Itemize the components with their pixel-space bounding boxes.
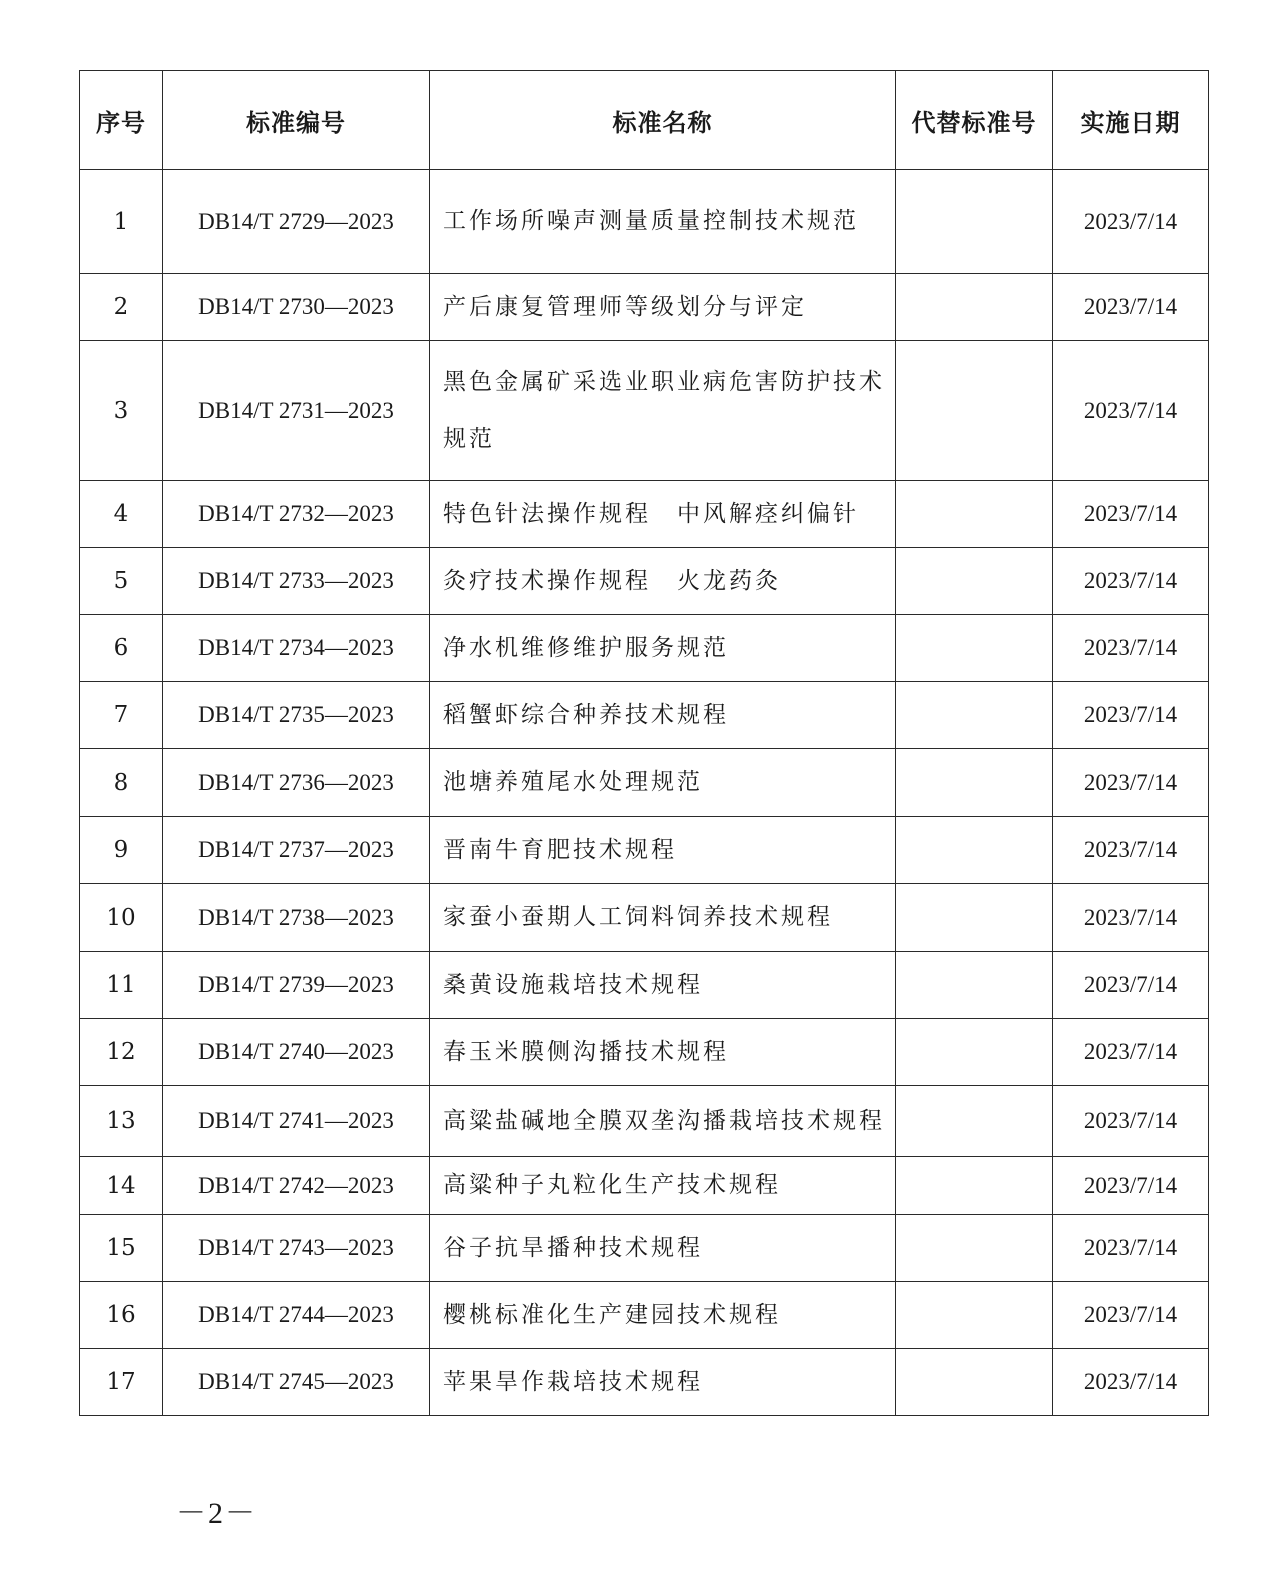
cell-seq: 14 [80, 1157, 163, 1215]
header-code: 标准编号 [163, 71, 430, 170]
cell-replaced-standard [896, 1349, 1053, 1416]
cell-seq: 16 [80, 1282, 163, 1349]
cell-replaced-standard [896, 341, 1053, 481]
cell-implementation-date: 2023/7/14 [1053, 615, 1209, 682]
cell-standard-name: 稻蟹虾综合种养技术规程 [430, 682, 896, 749]
cell-standard-code: DB14/T 2732—2023 [163, 481, 430, 548]
table-row [80, 1157, 1209, 1215]
cell-replaced-standard [896, 548, 1053, 615]
cell-standard-code: DB14/T 2740—2023 [163, 1019, 430, 1086]
cell-standard-name: 高粱盐碱地全膜双垄沟播栽培技术规程 [430, 1086, 896, 1157]
cell-standard-name: 特色针法操作规程 中风解痉纠偏针 [430, 481, 896, 548]
cell-standard-name: 高粱种子丸粒化生产技术规程 [430, 1157, 896, 1215]
cell-replaced-standard [896, 170, 1053, 274]
header-date: 实施日期 [1053, 71, 1209, 170]
cell-seq: 9 [80, 817, 163, 884]
cell-implementation-date: 2023/7/14 [1053, 481, 1209, 548]
cell-implementation-date: 2023/7/14 [1053, 341, 1209, 481]
cell-replaced-standard [896, 682, 1053, 749]
cell-replaced-standard [896, 817, 1053, 884]
table-row [80, 1019, 1209, 1086]
cell-replaced-standard [896, 1157, 1053, 1215]
table-row [80, 1215, 1209, 1282]
cell-standard-name: 樱桃标准化生产建园技术规程 [430, 1282, 896, 1349]
cell-implementation-date: 2023/7/14 [1053, 1019, 1209, 1086]
cell-standard-code: DB14/T 2729—2023 [163, 170, 430, 274]
cell-seq: 11 [80, 952, 163, 1019]
cell-standard-code: DB14/T 2734—2023 [163, 615, 430, 682]
cell-standard-name: 黑色金属矿采选业职业病危害防护技术规范 [430, 341, 896, 481]
cell-seq: 3 [80, 341, 163, 481]
cell-implementation-date: 2023/7/14 [1053, 1157, 1209, 1215]
cell-implementation-date: 2023/7/14 [1053, 749, 1209, 817]
cell-standard-code: DB14/T 2739—2023 [163, 952, 430, 1019]
table-row [80, 341, 1209, 481]
cell-standard-code: DB14/T 2741—2023 [163, 1086, 430, 1157]
cell-seq: 17 [80, 1349, 163, 1416]
table-header-row [80, 71, 1209, 170]
cell-seq: 4 [80, 481, 163, 548]
cell-standard-code: DB14/T 2738—2023 [163, 884, 430, 952]
table-row [80, 481, 1209, 548]
cell-seq: 1 [80, 170, 163, 274]
table-row [80, 749, 1209, 817]
cell-seq: 6 [80, 615, 163, 682]
table-row [80, 1086, 1209, 1157]
cell-seq: 13 [80, 1086, 163, 1157]
cell-seq: 12 [80, 1019, 163, 1086]
cell-implementation-date: 2023/7/14 [1053, 1282, 1209, 1349]
cell-seq: 10 [80, 884, 163, 952]
cell-implementation-date: 2023/7/14 [1053, 817, 1209, 884]
cell-implementation-date: 2023/7/14 [1053, 170, 1209, 274]
cell-standard-code: DB14/T 2730—2023 [163, 274, 430, 341]
cell-seq: 2 [80, 274, 163, 341]
cell-replaced-standard [896, 952, 1053, 1019]
cell-replaced-standard [896, 481, 1053, 548]
page-number: －2－ [176, 1497, 257, 1530]
table-row [80, 884, 1209, 952]
cell-seq: 15 [80, 1215, 163, 1282]
cell-replaced-standard [896, 615, 1053, 682]
cell-replaced-standard [896, 1215, 1053, 1282]
table-row [80, 682, 1209, 749]
cell-implementation-date: 2023/7/14 [1053, 274, 1209, 341]
header-name: 标准名称 [430, 71, 896, 170]
table-row [80, 615, 1209, 682]
cell-replaced-standard [896, 1019, 1053, 1086]
cell-implementation-date: 2023/7/14 [1053, 1086, 1209, 1157]
cell-standard-name: 桑黄设施栽培技术规程 [430, 952, 896, 1019]
cell-implementation-date: 2023/7/14 [1053, 884, 1209, 952]
table-body [80, 170, 1209, 1416]
cell-standard-name: 苹果旱作栽培技术规程 [430, 1349, 896, 1416]
cell-standard-name: 工作场所噪声测量质量控制技术规范 [430, 170, 896, 274]
table-row [80, 170, 1209, 274]
table-row [80, 1349, 1209, 1416]
cell-replaced-standard [896, 274, 1053, 341]
cell-standard-code: DB14/T 2735—2023 [163, 682, 430, 749]
cell-standard-name: 晋南牛育肥技术规程 [430, 817, 896, 884]
header-replaced: 代替标准号 [896, 71, 1053, 170]
cell-standard-code: DB14/T 2737—2023 [163, 817, 430, 884]
cell-seq: 5 [80, 548, 163, 615]
cell-standard-code: DB14/T 2731—2023 [163, 341, 430, 481]
cell-implementation-date: 2023/7/14 [1053, 682, 1209, 749]
table-row [80, 952, 1209, 1019]
cell-replaced-standard [896, 884, 1053, 952]
table-row [80, 274, 1209, 341]
cell-standard-code: DB14/T 2743—2023 [163, 1215, 430, 1282]
cell-standard-name: 春玉米膜侧沟播技术规程 [430, 1019, 896, 1086]
cell-replaced-standard [896, 749, 1053, 817]
cell-implementation-date: 2023/7/14 [1053, 1215, 1209, 1282]
table-row [80, 817, 1209, 884]
cell-implementation-date: 2023/7/14 [1053, 952, 1209, 1019]
cell-standard-code: DB14/T 2736—2023 [163, 749, 430, 817]
cell-implementation-date: 2023/7/14 [1053, 1349, 1209, 1416]
cell-standard-code: DB14/T 2733—2023 [163, 548, 430, 615]
cell-implementation-date: 2023/7/14 [1053, 548, 1209, 615]
table-row [80, 548, 1209, 615]
cell-seq: 7 [80, 682, 163, 749]
header-seq: 序号 [80, 71, 163, 170]
cell-standard-code: DB14/T 2745—2023 [163, 1349, 430, 1416]
cell-standard-name: 谷子抗旱播种技术规程 [430, 1215, 896, 1282]
cell-standard-name: 净水机维修维护服务规范 [430, 615, 896, 682]
cell-standard-name: 产后康复管理师等级划分与评定 [430, 274, 896, 341]
standards-table [79, 70, 1209, 1416]
cell-standard-name: 灸疗技术操作规程 火龙药灸 [430, 548, 896, 615]
cell-seq: 8 [80, 749, 163, 817]
cell-standard-code: DB14/T 2744—2023 [163, 1282, 430, 1349]
table-row [80, 1282, 1209, 1349]
cell-replaced-standard [896, 1282, 1053, 1349]
cell-standard-code: DB14/T 2742—2023 [163, 1157, 430, 1215]
cell-standard-name: 池塘养殖尾水处理规范 [430, 749, 896, 817]
cell-standard-name: 家蚕小蚕期人工饲料饲养技术规程 [430, 884, 896, 952]
cell-replaced-standard [896, 1086, 1053, 1157]
